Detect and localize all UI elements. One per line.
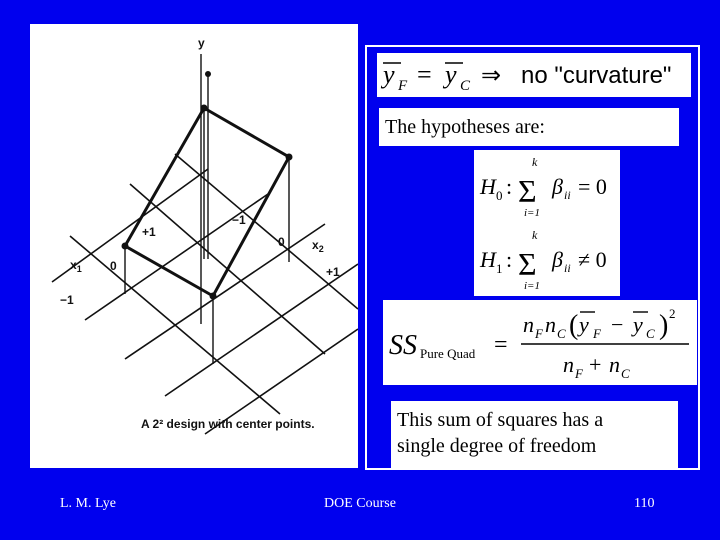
- svg-text:F: F: [535, 326, 543, 341]
- footer-page-number: 110: [634, 496, 655, 511]
- svg-text:Pure Quad: Pure Quad: [420, 346, 476, 361]
- degree-of-freedom-note: [391, 401, 678, 468]
- svg-text:k: k: [532, 155, 538, 169]
- tick-minus1-left: −1: [60, 293, 74, 307]
- svg-text:F: F: [575, 366, 583, 381]
- svg-text::: :: [506, 174, 513, 199]
- svg-text:n: n: [609, 352, 620, 377]
- h0-label: H: [480, 174, 496, 199]
- svg-text:y: y: [383, 60, 395, 89]
- h1-label: H: [480, 247, 496, 272]
- svg-text:ii: ii: [564, 261, 571, 275]
- svg-text:F: F: [398, 78, 408, 94]
- svg-text:i=1: i=1: [524, 207, 540, 219]
- svg-text:0: 0: [496, 188, 503, 203]
- svg-text:SS: SS: [389, 330, 417, 361]
- svg-text:β: β: [552, 174, 563, 199]
- svg-text:y: y: [579, 312, 589, 337]
- axis-y-label: y: [198, 36, 205, 50]
- svg-text:β: β: [552, 247, 563, 272]
- tick-plus1-left: +1: [142, 225, 156, 239]
- ss-pure-quad-box: [383, 300, 697, 385]
- svg-text:=: =: [494, 332, 508, 358]
- hypotheses-equations-box: [474, 150, 620, 296]
- svg-text:n: n: [545, 312, 556, 337]
- hypotheses-title-box: [379, 108, 679, 146]
- svg-text:+: +: [589, 352, 602, 377]
- svg-text:= 0: = 0: [578, 174, 607, 199]
- svg-text:n: n: [563, 352, 574, 377]
- paren-open: (: [569, 310, 579, 341]
- svg-text:ii: ii: [564, 188, 571, 202]
- axis-x1-label: $x_1$: [70, 258, 82, 274]
- hypotheses-equations: [474, 150, 620, 296]
- vertical-lines: [125, 54, 289, 364]
- svg-text:−: −: [611, 312, 624, 337]
- svg-text:y: y: [633, 312, 643, 337]
- svg-text:y: y: [445, 60, 457, 89]
- figure-caption: A 2² design with center points.: [141, 417, 315, 431]
- tick-plus1-right: +1: [326, 265, 340, 279]
- svg-text:n: n: [523, 312, 534, 337]
- svg-text:1: 1: [496, 261, 503, 276]
- sum-sign-h1: Σ: [518, 246, 537, 282]
- svg-text:=: =: [417, 60, 432, 89]
- svg-text:C: C: [646, 326, 655, 341]
- tick-zero-right: 0: [278, 235, 285, 249]
- note-text: This sum of squares has a single degree of freedom: [397, 409, 604, 457]
- svg-text:i=1: i=1: [524, 280, 540, 292]
- svg-text:2: 2: [669, 306, 676, 321]
- sum-sign-h0: Σ: [518, 173, 537, 209]
- curvature-equation-box: [377, 53, 691, 97]
- design-figure-panel: [30, 24, 358, 468]
- axis-x2-label: $x_2$: [312, 238, 324, 254]
- tick-zero-left: 0: [110, 259, 117, 273]
- paren-close: ): [659, 310, 669, 341]
- svg-text:⇒: ⇒: [481, 63, 502, 89]
- response-plane: [125, 108, 289, 296]
- curvature-equation: [377, 53, 691, 97]
- ss-pure-quad-formula: [383, 300, 697, 385]
- no-curvature-text: no "curvature": [521, 62, 672, 89]
- svg-text:C: C: [621, 366, 630, 381]
- tick-minus1-top: −1: [232, 213, 246, 227]
- design-points: [122, 71, 293, 300]
- svg-text:F: F: [593, 326, 601, 341]
- svg-text:C: C: [557, 326, 566, 341]
- svg-text::: :: [506, 247, 513, 272]
- two-squared-design-diagram: [30, 24, 358, 468]
- svg-text:≠ 0: ≠ 0: [578, 247, 607, 272]
- floor-grid: [52, 154, 358, 434]
- footer-course: DOE Course: [324, 496, 396, 511]
- footer-author: L. M. Lye: [60, 496, 116, 511]
- svg-text:C: C: [460, 78, 471, 94]
- svg-text:k: k: [532, 228, 538, 242]
- hypotheses-title: The hypotheses are:: [385, 116, 545, 138]
